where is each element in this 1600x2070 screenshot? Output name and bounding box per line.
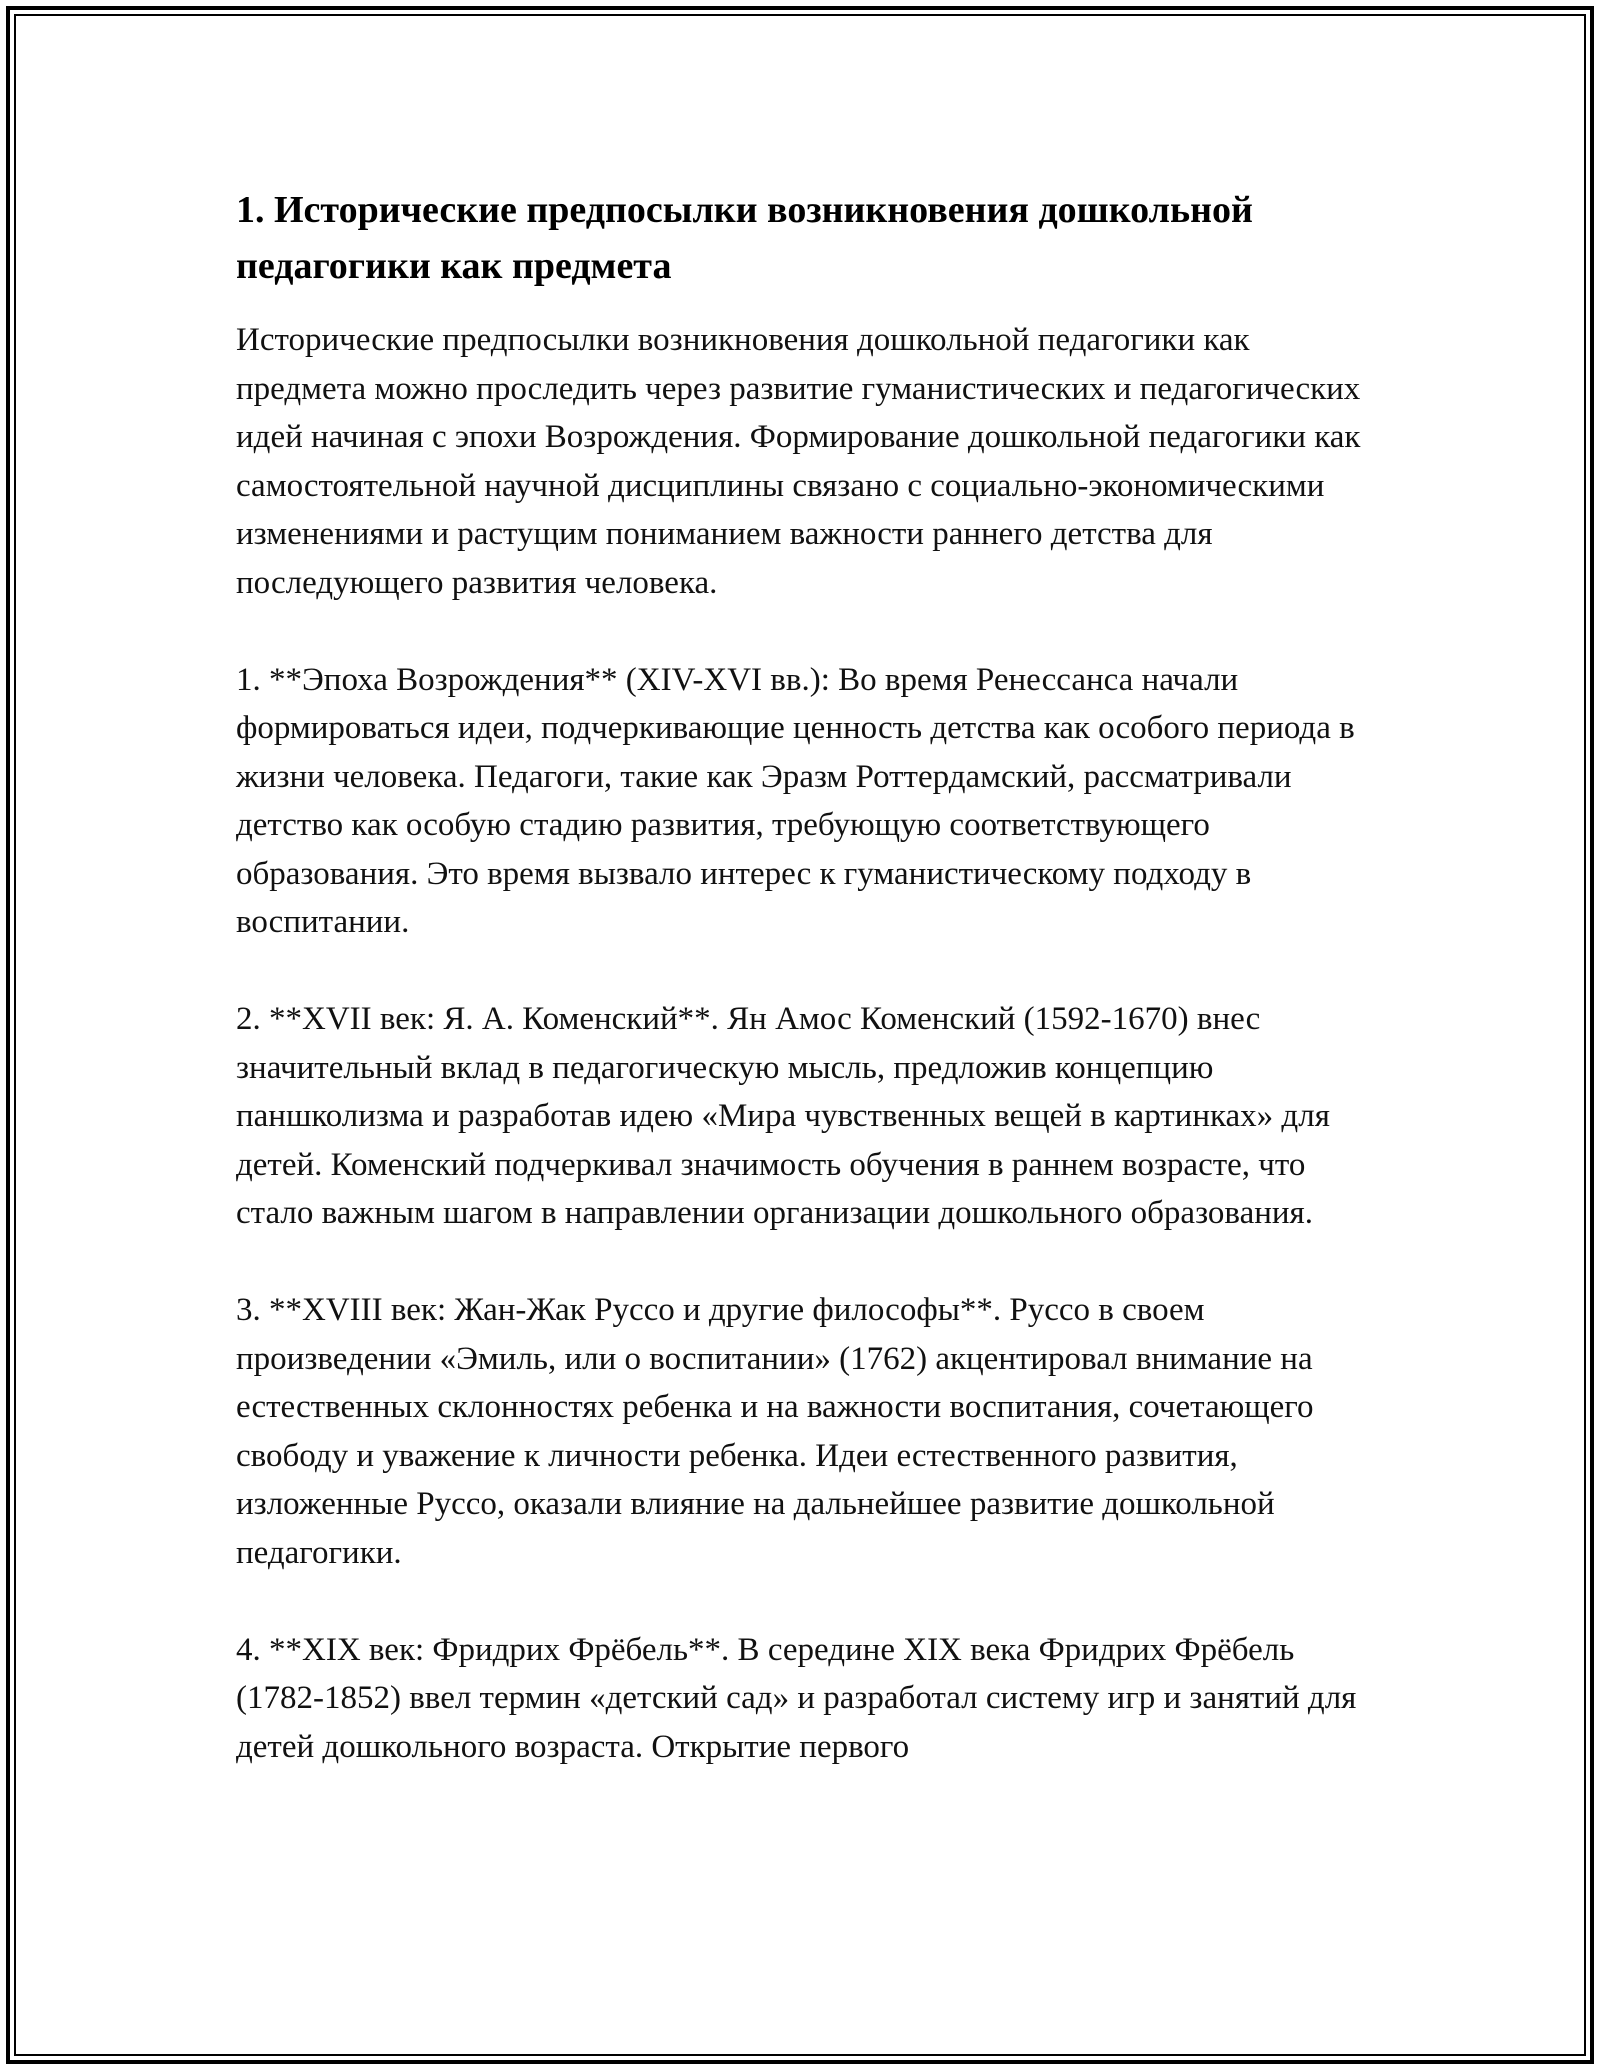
paragraph-rousseau: 3. **XVIII век: Жан-Жак Руссо и другие философы**. Руссо в своем произведении «Эмиль, или о воспитании» (1762) акцентировал внимание на естественных склонностях ребенка и на важности воспитания, сочетающего свободу и уважение к личности ребенка. Идеи естественного развития, изложенные Руссо, оказали влияние на дальнейшее развитие дошкольной педагогики. xyxy=(236,1292,1314,1571)
paragraph-comenius: 2. **XVII век: Я. А. Коменский**. Ян Амос Коменский (1592-1670) внес значительный вклад в педагогическую мысль, предложив концепцию паншколизма и разработав идею «Мира чувственных вещей в картинках» для детей. Коменский подчеркивал значимость обучения в раннем возрасте, что стало важным шагом в направлении организации дошкольного образования. xyxy=(236,1001,1330,1231)
paragraph-froebel: 4. **XIX век: Фридрих Фрёбель**. В середине XIX века Фридрих Фрёбель (1782-1852) ввел термин «детский сад» и разработал систему игр и занятий для детей дошкольного возраста. Открытие первого xyxy=(236,1631,1357,1765)
document-body xyxy=(236,182,1376,1771)
paragraph-intro: Исторические предпосылки возникновения дошкольной педагогики как предмета можно проследить через развитие гуманистических и педагогических идей начиная с эпохи Возрождения. Формирование дошкольной педагогики как самостоятельной научной дисциплины связано с социально-экономическими изменениями и растущим пониманием важности раннего детства для последующего развития человека. xyxy=(236,322,1361,601)
paragraph-renaissance: 1. **Эпоха Возрождения** (XIV-XVI вв.): Во время Ренессанса начали формироваться идеи, подчеркивающие ценность детства как особого периода в жизни человека. Педагоги, такие как Эразм Роттердамский, рассматривали детство как особую стадию развития, требующую соответствующего образования. Это время вызвало интерес к гуманистическому подходу в воспитании. xyxy=(236,661,1355,940)
section-heading: 1. Исторические предпосылки возникновения дошкольной педагогики как предмета xyxy=(236,189,1253,287)
